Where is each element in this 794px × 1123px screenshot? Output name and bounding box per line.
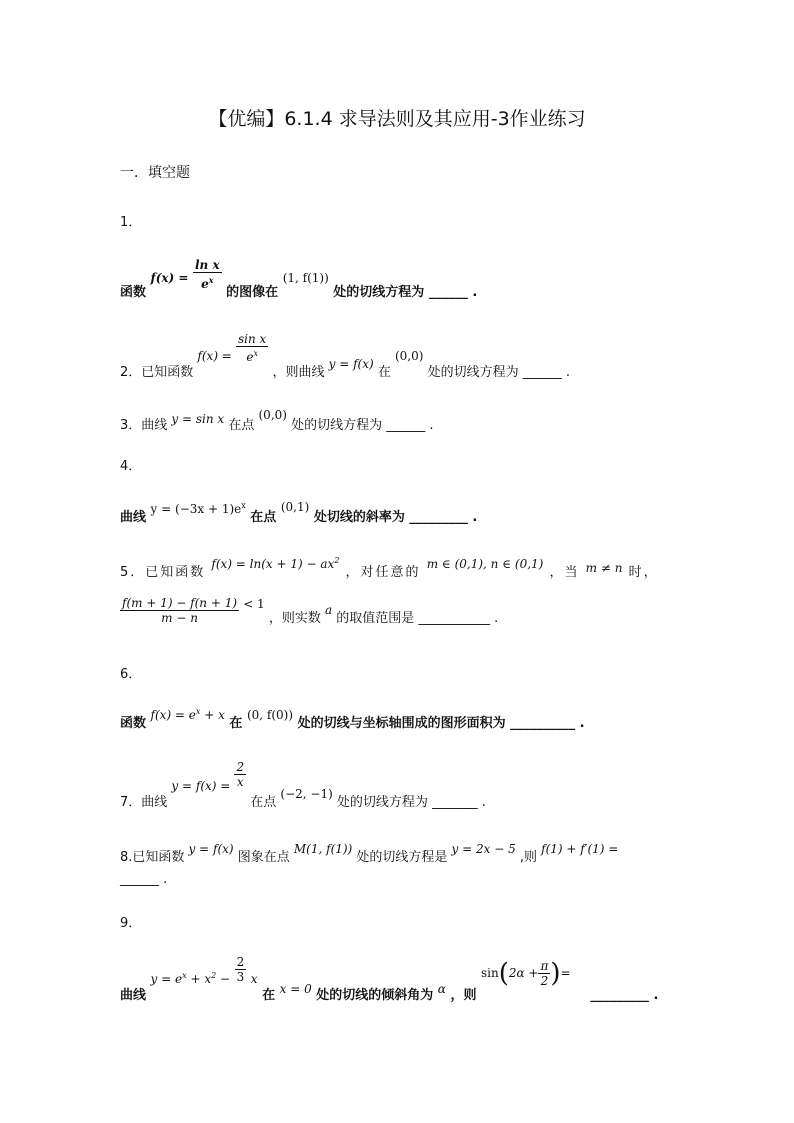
q9-fraction-numerator: 2 (236, 954, 245, 969)
question-1-number: 1． (120, 215, 142, 230)
q2-lead: 2．已知函数 (120, 364, 194, 380)
question-4-number: 4． (120, 459, 142, 474)
q5-text-4: ，则实数 (268, 611, 321, 626)
q9-curve-x: x (250, 971, 258, 986)
q8-text-1: 图象在点 (237, 850, 290, 865)
q9-fraction-denominator: 3 (236, 969, 245, 984)
q7-text-2: 处的切线方程为 (336, 795, 428, 810)
q1-den-base: e (201, 277, 209, 291)
q9-curve-a: y = e (150, 971, 183, 986)
q7-lead: 7．曲线 (120, 795, 168, 810)
q2-fraction-numerator: sin x (238, 332, 267, 346)
q9-pi-over-two (538, 959, 550, 988)
q3-text-2: 处的切线方程为 (291, 418, 383, 433)
q1-fraction-denominator (193, 273, 222, 291)
q4-curve-sup: x (241, 501, 246, 510)
q8-tangent-line: y = 2x − 5 (451, 842, 516, 856)
q9-sin-expression (480, 958, 574, 988)
question-7 (120, 760, 486, 810)
q2-text-3: 处的切线方程为 (427, 364, 519, 380)
q4-curve-base: y = (−3x + 1)e (150, 502, 242, 516)
q4-point: (0,1) (280, 500, 310, 514)
q5-answer-blank: ___________ (418, 611, 490, 626)
q2-den-base: e (246, 350, 254, 364)
q5-difference-quotient (120, 596, 239, 625)
question-6-number: 6． (120, 667, 142, 682)
q9-curve-sup1: x (182, 970, 187, 980)
q9-curve-start (151, 972, 231, 986)
question-6 (120, 704, 585, 731)
q5-condition: m ∈ (0,1), n ∈ (0,1) (426, 557, 544, 571)
question-2 (120, 332, 570, 380)
q5-less-than: < 1 (243, 597, 265, 611)
q9-text-3: 处的切线的倾斜角为 (316, 987, 434, 1003)
q1-point: (1, f(1)) (282, 271, 329, 285)
q5-quotient-denominator: m − n (161, 611, 198, 625)
q1-text-3: 处的切线方程为 (333, 285, 425, 300)
question-9 (120, 954, 659, 1003)
question-9-number: 9． (120, 916, 142, 931)
q8-text-2: 处的切线方程是 (356, 850, 448, 865)
question-5-line-1 (120, 553, 659, 580)
q5-quotient-numerator: f(m + 1) − f(n + 1) (122, 596, 238, 610)
q2-point: (0,0) (394, 348, 424, 363)
q2-text-1: ，则曲线 (272, 364, 325, 380)
q9-left-paren: ( (498, 958, 509, 988)
q3-curve: y = sin x (171, 412, 225, 426)
q9-text-1: 曲线 (120, 987, 147, 1003)
q5-function (211, 557, 339, 571)
q4-text-1: 曲线 (120, 510, 147, 525)
q6-point: (0, f(0)) (246, 708, 294, 722)
q1-text-2: 的图像在 (226, 285, 279, 300)
q9-curve-c: − (216, 971, 231, 986)
q3-period: . (429, 418, 434, 433)
q6-text-3: 处的切线与坐标轴围成的图形面积为 (297, 716, 506, 731)
page-title: 【优编】6.1.4 求导法则及其应用-3作业练习 (208, 108, 586, 130)
q9-x-zero: x = 0 (279, 981, 312, 996)
q5-text-5: 的取值范围是 (336, 611, 415, 626)
q7-fraction-numerator: 2 (236, 760, 245, 774)
q5-text-2: ，当 (549, 565, 580, 580)
q7-function-lhs: y = f(x) = (171, 779, 231, 793)
q9-alpha: α (437, 981, 446, 996)
question-3 (120, 404, 434, 433)
q4-text-3: 处切线的斜率为 (313, 510, 405, 525)
q8-lead: 8.已知函数 (120, 850, 185, 865)
question-1 (120, 258, 478, 300)
q1-den-sup: x (208, 275, 214, 285)
q5-text-3: 时， (628, 565, 659, 580)
q9-sin-arg: 2α + (508, 965, 539, 980)
q5-variable-a: a (325, 603, 333, 617)
q1-answer-blank: ______ (428, 285, 468, 300)
q9-pi: π (540, 958, 549, 973)
q1-function-lhs: f(x) = (150, 271, 189, 285)
q7-function-fraction (234, 760, 246, 789)
q2-answer-blank: ______ (522, 364, 562, 380)
question-8-line-1 (120, 838, 619, 865)
q6-period: . (579, 716, 585, 731)
q2-function-fraction (236, 332, 268, 364)
q3-answer-blank: ______ (386, 418, 426, 433)
q8-text-3: ,则 (519, 850, 538, 865)
q3-point: (0,0) (258, 408, 287, 422)
q8-period: . (163, 872, 168, 887)
question-8-line-2 (120, 872, 167, 887)
section-heading: 一．填空题 (120, 165, 190, 181)
q7-point: (−2, −1) (280, 787, 333, 801)
q4-period: . (472, 510, 478, 525)
q1-function-fraction (193, 258, 222, 291)
q6-function-sup: x (195, 707, 201, 716)
q9-curve-b: + x (186, 971, 212, 986)
q5-lead: 5．已知函数 (120, 565, 206, 580)
q2-curve: y = f(x) (328, 356, 374, 371)
question-4 (120, 496, 478, 525)
q6-text-2: 在 (229, 716, 243, 731)
q9-equals: = (560, 965, 571, 980)
q9-right-paren: ) (550, 958, 561, 988)
q2-function-lhs: f(x) = (197, 348, 232, 363)
q3-text-1: 在点 (228, 418, 255, 433)
q9-sin: sin (480, 965, 499, 980)
q8-curve: y = f(x) (188, 842, 234, 856)
q1-text-1: 函数 (120, 285, 147, 300)
q6-text-1: 函数 (120, 716, 147, 731)
q9-text-2: 在 (262, 987, 276, 1003)
q8-expression: f(1) + f′(1) = (541, 842, 619, 856)
q9-period: . (653, 987, 659, 1003)
question-5-line-2 (120, 596, 498, 625)
q6-answer-blank: __________ (510, 716, 576, 731)
q2-fraction-denominator (236, 347, 268, 364)
q6-function (151, 708, 225, 722)
q6-function-tail: + x (200, 708, 225, 722)
q7-fraction-denominator: x (234, 774, 246, 789)
q6-function-base: f(x) = e (150, 708, 196, 722)
q5-function-sup: 2 (334, 556, 340, 565)
q5-function-base: f(x) = ln(x + 1) − ax (211, 557, 335, 571)
q1-fraction-numerator: ln x (194, 258, 220, 272)
q2-den-sup: x (253, 349, 258, 358)
q5-period: . (494, 611, 499, 626)
q7-answer-blank: _______ (432, 795, 478, 810)
q2-period: . (565, 364, 570, 380)
q4-text-2: 在点 (250, 510, 277, 525)
q3-lead: 3．曲线 (120, 418, 168, 433)
q2-text-2: 在 (377, 364, 391, 380)
q9-two: 2 (540, 973, 549, 988)
q1-period: . (472, 285, 478, 300)
q8-answer-blank: ______ (120, 872, 159, 887)
q7-period: . (481, 795, 486, 810)
q9-curve-sup2: 2 (211, 970, 217, 980)
q9-answer-blank: _________ (590, 987, 649, 1003)
q5-text-1: ，对任意的 (345, 565, 421, 580)
q4-answer-blank: _________ (409, 510, 468, 525)
q9-two-thirds (235, 955, 247, 984)
q8-point: M(1, f(1)) (293, 842, 353, 856)
q7-text-1: 在点 (250, 795, 277, 810)
q4-curve (151, 502, 246, 516)
q9-text-4: ，则 (450, 987, 477, 1003)
q5-inequality: m ≠ n (585, 561, 623, 575)
